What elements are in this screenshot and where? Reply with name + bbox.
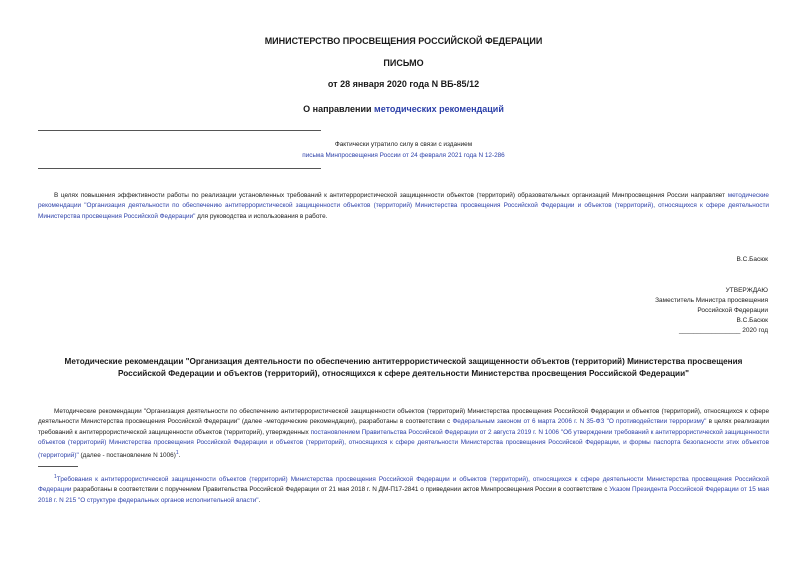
rec-text-2: в целях реализации требований к антитеррористической защищенности объектов (территорий), утвержденных [38, 418, 769, 436]
ministry-heading: МИНИСТЕРСТВО ПРОСВЕЩЕНИЯ РОССИЙСКОЙ ФЕДЕРАЦИИ [264, 36, 543, 46]
doc-subject [0, 104, 807, 114]
rec-text-1: Методические рекомендации "Организация деятельности по обеспечению антитеррористической защищенности объектов (территорий) Министерства просвещения Российской Федерации и объектов (территорий), относящихся к сфере деятельности Министерства просвещения Российской Федерации" (далее -методические рекомендации), разработаны в соответствии с [38, 408, 769, 426]
footnote-text-1: разработаны в соответствии с поручением Правительства Российской Федерации от 21 мая 2018 г. N ДМ-П17-2841 о приведении актов Минпросвещения России в соответствие с [71, 486, 610, 494]
recommendations-paragraph [38, 407, 769, 462]
approval-date: _________________ 2020 год [678, 327, 768, 334]
recommendations-title: Методические рекомендации "Организация деятельности по обеспечению антитеррористической защищенности объектов (территорий) Министерства просвещения Российской Федерации и объектов (территорий), относящихся к сфере деятельности Министерства просвещения Российской Федерации" [64, 357, 743, 378]
divider-top [38, 130, 321, 131]
subject-link[interactable]: методических рекомендаций [374, 104, 504, 114]
recommendations-link[interactable]: методические рекомендации "Организация деятельности по обеспечению антитеррористической защищенности объектов (территорий) Министерства просвещения Российской Федерации и объектов (территорий), относящихся к сфере деятельности Министерства просвещения Российской Федерации" [38, 192, 769, 220]
status-note-link[interactable]: письма Минпросвещения России от 24 февраля 2021 года N 12-286 [302, 152, 505, 159]
presidential-decree-link[interactable]: Указом Президента Российской Федерации от 15 мая 2018 г. N 215 "О структуре федеральных органов исполнительной власти" [38, 486, 769, 504]
footnote-divider [38, 466, 78, 467]
body-text-1: В целях повышения эффективности работы по реализации установленных требований к антитеррористической защищенности объектов (территорий) образовательных организаций Минпросвещения России направляет [54, 192, 728, 199]
approval-label: УТВЕРЖДАЮ [725, 287, 768, 294]
approval-position-2: Российской Федерации [697, 307, 768, 314]
government-decree-link[interactable]: постановлением Правительства Российской Федерации от 2 августа 2019 г. N 1006 "Об утверждении требований к антитеррористической защищенности объектов (территорий) Министерства просвещения Российской Федерации и объектов (территорий), относящихся к сфере деятельности Министерства просвещения Российской Федерации, и формы паспорта безопасности этих объектов (территорий)" [38, 428, 770, 460]
rec-text-3: (далее - постановление N 1006) [78, 452, 176, 460]
footnote-marker: 1 [54, 474, 57, 480]
approval-position: Заместитель Министра просвещения [655, 297, 768, 304]
doc-date-number: от 28 января 2020 года N ВБ-85/12 [327, 79, 480, 89]
footnote [38, 472, 769, 506]
body-paragraph [38, 191, 769, 222]
doc-type-heading: ПИСЬМО [383, 58, 424, 68]
footnote-ref[interactable]: 1 [175, 450, 179, 457]
federal-law-link[interactable]: Федеральным законом от 6 марта 2006 г. N 35-ФЗ "О противодействии терроризму" [452, 418, 707, 426]
body-text-2: для руководства и использования в работе. [195, 212, 328, 220]
status-note-line1: Фактически утратило силу в связи с изданием [334, 141, 473, 148]
requirements-link[interactable]: Требования к антитеррористической защищенности объектов (территорий) Министерства просвещения Российской Федерации и объектов (территорий), относящихся к сфере деятельности Министерства просвещения Российской Федерации [38, 476, 769, 494]
footnote-text-end: . [258, 496, 261, 504]
signature: В.С.Басюк [736, 256, 768, 263]
rec-text-end: . [178, 452, 181, 460]
approval-name: В.С.Басюк [736, 317, 768, 324]
divider-bottom [38, 168, 321, 169]
doc-subject-prefix: О направлении [303, 104, 375, 114]
